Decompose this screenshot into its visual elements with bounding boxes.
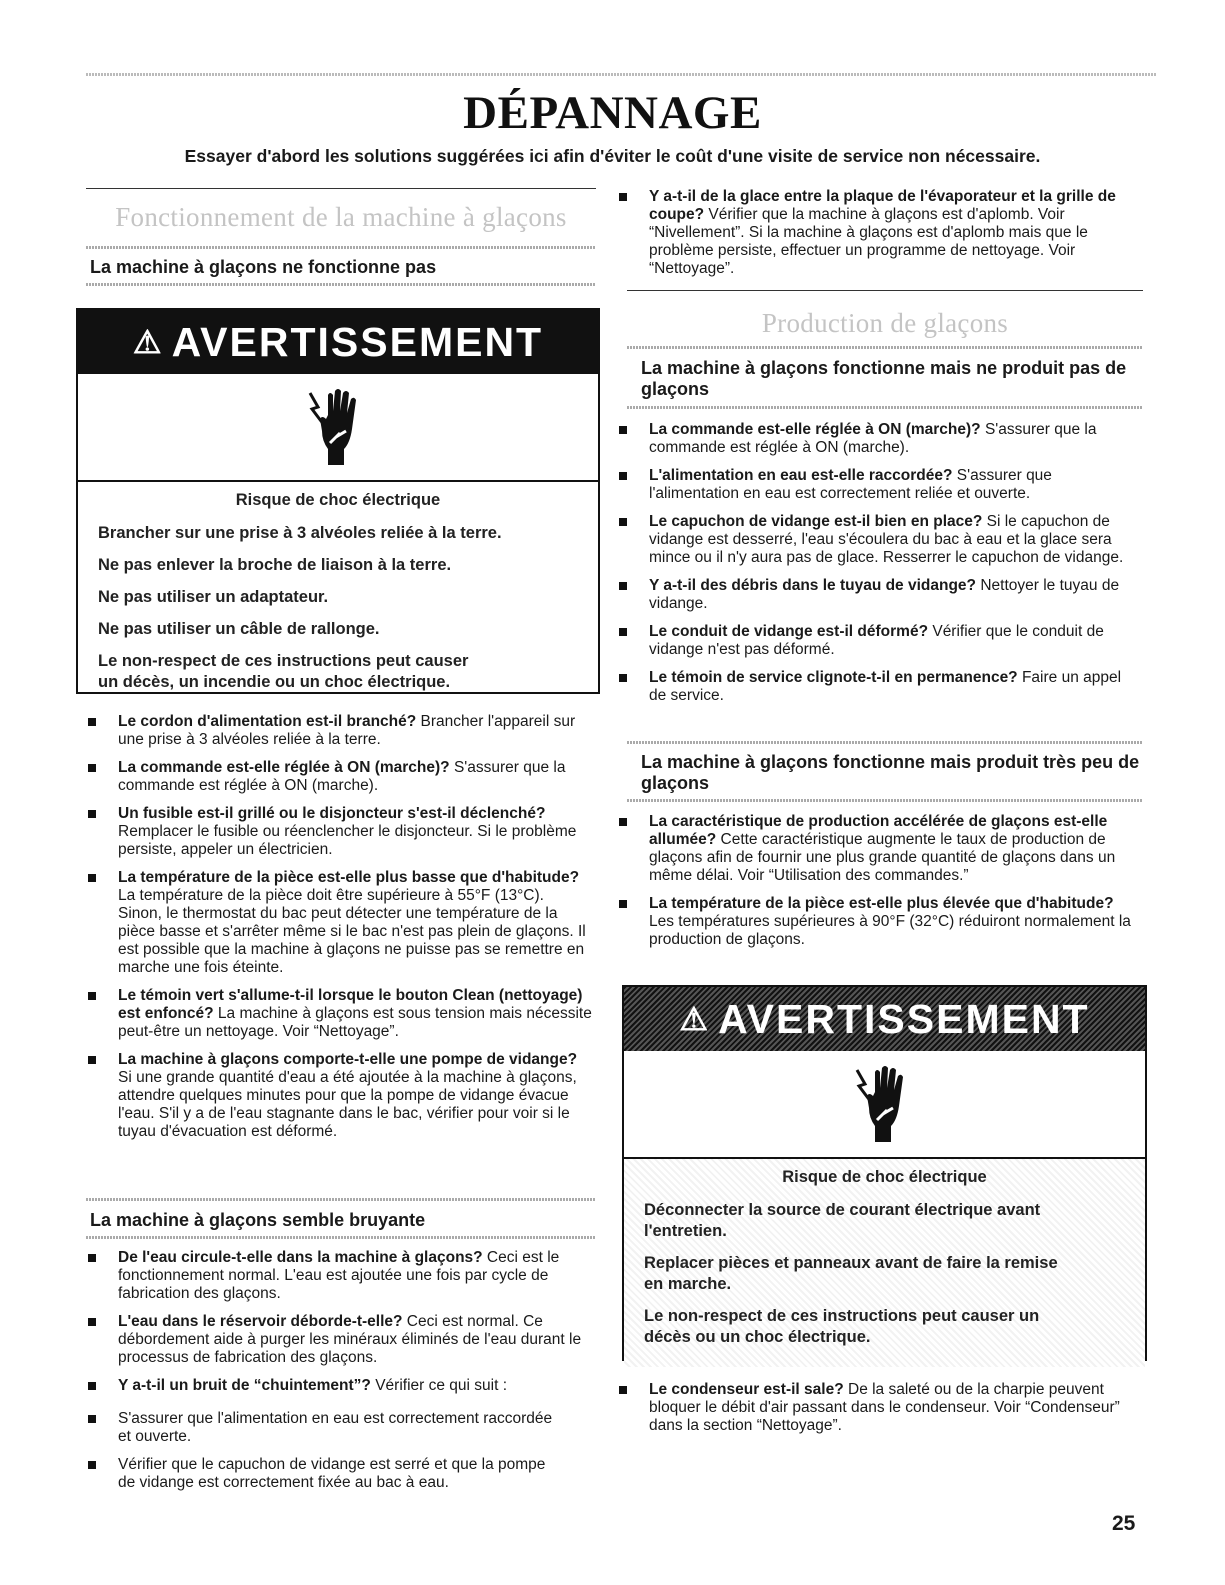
bullet-square-icon [88, 1382, 96, 1390]
bullet-square-icon [619, 582, 627, 590]
answer: Ceci est le fonctionnement normal. L'eau est ajoutée une fois par cycle de fabrication des glaçons. [118, 1249, 560, 1302]
section-divider [86, 188, 596, 189]
warning-line: Ne pas utiliser un adaptateur. [98, 588, 329, 606]
bullet-square-icon [619, 472, 627, 480]
question: Le condenseur est-il sale? [649, 1381, 844, 1398]
sub-item-text: Vérifier que le capuchon de vidange est serré et que la pompe de vidange est correctement fixée au bac à eau. [118, 1456, 546, 1491]
bullet-square-icon [88, 874, 96, 882]
answer: Brancher l'appareil sur une prise à 3 alvéoles reliée à la terre. [118, 713, 576, 748]
question: Le témoin vert s'allume-t-il lorsque le bouton Clean (nettoyage) est enfoncé? [118, 987, 583, 1022]
list-item [86, 759, 592, 795]
section-divider [627, 290, 1143, 291]
top-rule [86, 73, 1156, 76]
answer: Nettoyer le tuyau de vidange. [649, 577, 1120, 612]
bullet-square-icon [619, 900, 627, 908]
answer: S'assurer que la commande est réglée à ON (marche). [118, 759, 566, 794]
bullet-square-icon [88, 764, 96, 772]
intro-text: Essayer d'abord les solutions suggérées ici afin d'éviter le coût d'une visite de service non nécessaire. [184, 146, 1041, 166]
electric-shock-hand-icon [78, 374, 598, 482]
list-item [86, 1249, 592, 1303]
bullet-square-icon [619, 818, 627, 826]
bullet-square-icon [88, 1318, 96, 1326]
section-title-ice-production: Production de glaçons [761, 308, 1009, 338]
bullet-square-icon [88, 1254, 96, 1262]
list-item [617, 669, 1142, 705]
bullet-square-icon [619, 426, 627, 434]
warning-line: Replacer pièces et panneaux avant de faire la remise en marche. [644, 1254, 1058, 1293]
warning-triangle-icon: ⚠ [679, 1001, 711, 1037]
question: L'alimentation en eau est-elle raccordée? [649, 467, 953, 484]
list-item [617, 421, 1142, 457]
answer: Les températures supérieures à 90°F (32°C) réduiront normalement la production de glaçons. [649, 913, 1131, 948]
dotted-rule [627, 406, 1143, 409]
warning-line: Ne pas utiliser un câble de rallonge. [98, 620, 380, 638]
page-title: DÉPANNAGE [463, 87, 762, 139]
question: L'eau dans le réservoir déborde-t-elle? [118, 1313, 403, 1330]
bullet-square-icon [619, 674, 627, 682]
warning-text [624, 1159, 1145, 1367]
answer: Cette caractéristique augmente le taux de production de glaçons afin de fournir une plus grande quantité de glaçons dans un même délai. Voir “Utilisation des commandes.” [649, 831, 1116, 884]
question: La température de la pièce est-elle plus basse que d'habitude? [118, 869, 580, 886]
subheading-no-ice: La machine à glaçons fonctionne mais ne produit pas de glaçons [641, 358, 1127, 399]
list-item [86, 713, 592, 749]
bullet-square-icon [88, 1415, 96, 1423]
question: Le capuchon de vidange est-il bien en place? [649, 513, 983, 530]
list-item [86, 1410, 556, 1446]
bullet-square-icon [88, 718, 96, 726]
subheading-noisy: La machine à glaçons semble bruyante [90, 1210, 426, 1230]
answer: Remplacer le fusible ou réenclencher le disjoncteur. Si le problème persiste, appeler un électricien. [118, 823, 577, 858]
subheading-little-ice: La machine à glaçons fonctionne mais produit très peu de glaçons [641, 752, 1140, 793]
sub-item-text: S'assurer que l'alimentation en eau est correctement raccordée et ouverte. [118, 1410, 553, 1445]
warning-line: Risque de choc électrique [782, 1168, 987, 1186]
warning-line: Brancher sur une prise à 3 alvéoles reliée à la terre. [98, 524, 502, 542]
question: Y a-t-il des débris dans le tuyau de vidange? [649, 577, 977, 594]
electric-shock-hand-icon [624, 1051, 1145, 1159]
list-item [86, 1377, 592, 1395]
warning-triangle-icon: ⚠ [132, 324, 164, 360]
warning-banner [78, 310, 598, 374]
warning-line: un décès, un incendie ou un choc électrique. [98, 673, 451, 691]
troubleshoot-list-not-working [86, 713, 592, 1151]
dotted-rule [86, 1198, 596, 1201]
list-item [86, 805, 592, 859]
warning-heading: AVERTISSEMENT [718, 995, 1090, 1042]
list-item [86, 869, 592, 977]
section-title-ice-maker-operation: Fonctionnement de la machine à glaçons [115, 202, 567, 232]
dotted-rule [86, 246, 596, 249]
bullet-square-icon [88, 1461, 96, 1469]
question: La commande est-elle réglée à ON (marche)? [118, 759, 450, 776]
list-item [617, 467, 1142, 503]
list-item [617, 895, 1142, 949]
question: De l'eau circule-t-elle dans la machine à glaçons? [118, 1249, 483, 1266]
answer: La machine à glaçons est sous tension mais nécessite peut-être un nettoyage. Voir “Nettoyage”. [118, 1005, 592, 1040]
question: Un fusible est-il grillé ou le disjoncteur s'est-il déclenché? [118, 805, 546, 822]
list-item [617, 813, 1142, 885]
troubleshoot-list-ice-between [617, 188, 1142, 288]
warning-heading: AVERTISSEMENT [171, 318, 544, 365]
warning-box-left [76, 308, 600, 694]
page-number: 25 [1112, 1512, 1136, 1535]
warning-line: Risque de choc électrique [235, 491, 441, 509]
question: Y a-t-il un bruit de “chuintement”? [118, 1377, 371, 1394]
answer: La température de la pièce doit être supérieure à 55°F (13°C). Sinon, le thermostat du bac peut détecter une température de la pièce basse et s'arrêter même si le bac n'est pas plein de glaçons. Il est possible que la machine à glaçons ne puisse pas se remettre en marche une fois éteinte. [118, 887, 586, 976]
answer: S'assurer que l'alimentation en eau est correctement reliée et ouverte. [649, 467, 1052, 502]
answer: Si le capuchon de vidange est desserré, l'eau s'écoulera du bac à eau et la glace sera mince ou il n'y aura pas de glace. Resserrer le capuchon de vidange. [649, 513, 1124, 566]
bullet-square-icon [619, 193, 627, 201]
bullet-square-icon [619, 1386, 627, 1394]
list-item [86, 1051, 592, 1141]
question: La machine à glaçons comporte-t-elle une pompe de vidange? [118, 1051, 578, 1068]
dotted-rule [86, 1236, 596, 1239]
answer: Faire un appel de service. [649, 669, 1122, 704]
troubleshoot-list-condenser [617, 1381, 1142, 1445]
dotted-rule [627, 346, 1143, 349]
list-item [617, 623, 1142, 659]
warning-box-right [622, 985, 1147, 1361]
answer: Vérifier ce qui suit : [370, 1377, 507, 1394]
question: La caractéristique de production accélérée de glaçons est-elle allumée? [649, 813, 1108, 848]
bullet-square-icon [88, 810, 96, 818]
question: La commande est-elle réglée à ON (marche)? [649, 421, 981, 438]
list-item [86, 987, 592, 1041]
warning-line: Déconnecter la source de courant électrique avant l'entretien. [644, 1201, 1041, 1240]
list-item [617, 513, 1142, 567]
bullet-square-icon [88, 1056, 96, 1064]
question: Le témoin de service clignote-t-il en permanence? [649, 669, 1018, 686]
dotted-rule [627, 741, 1143, 744]
warning-line: Le non-respect de ces instructions peut causer [98, 652, 469, 670]
answer: De la saleté ou de la charpie peuvent bloquer le débit d'air passant dans le condenseur. Voir “Condenseur” dans la section “Nettoyage”. [649, 1381, 1120, 1434]
subheading-not-working: La machine à glaçons ne fonctionne pas [90, 257, 437, 277]
bullet-square-icon [619, 628, 627, 636]
dotted-rule [86, 283, 596, 286]
answer: Vérifier que le conduit de vidange n'est pas déformé. [649, 623, 1104, 658]
question: Le conduit de vidange est-il déformé? [649, 623, 929, 640]
bullet-square-icon [88, 992, 96, 1000]
answer: Ceci est normal. Ce débordement aide à purger les minéraux éliminés de l'eau durant le processus de fabrication des glaçons. [118, 1313, 582, 1366]
warning-text [78, 482, 598, 712]
list-item [617, 1381, 1142, 1435]
warning-line: Ne pas enlever la broche de liaison à la terre. [98, 556, 452, 574]
list-item [86, 1456, 556, 1492]
troubleshoot-list-no-ice [617, 421, 1142, 715]
question: Y a-t-il de la glace entre la plaque de l'évaporateur et la grille de coupe? [649, 188, 1116, 223]
bullet-square-icon [619, 518, 627, 526]
warning-banner [624, 987, 1145, 1051]
answer: Si une grande quantité d'eau a été ajoutée à la machine à glaçons, attendre quelques minutes pour que la pompe de vidange évacue l'eau. S'il y a de l'eau stagnante dans le bac, vérifier pour voir si le tuyau d'évacuation est déformé. [118, 1069, 577, 1140]
answer: S'assurer que la commande est réglée à ON (marche). [649, 421, 1097, 456]
dotted-rule [627, 799, 1143, 802]
list-item [617, 188, 1142, 278]
question: Le cordon d'alimentation est-il branché? [118, 713, 417, 730]
answer: Vérifier que la machine à glaçons est d'aplomb. Voir “Nivellement”. Si la machine à glaçons est d'aplomb mais que le problème persiste, effectuer un programme de nettoyage. Voir “Nettoyage”. [649, 206, 1088, 277]
troubleshoot-list-noisy [86, 1249, 592, 1405]
question: La température de la pièce est-elle plus élevée que d'habitude? [649, 895, 1114, 912]
warning-line: Le non-respect de ces instructions peut causer un décès ou un choc électrique. [644, 1307, 1040, 1346]
list-item [617, 577, 1142, 613]
list-item [86, 1313, 592, 1367]
sub-list-hissing [86, 1410, 556, 1502]
troubleshoot-list-little-ice [617, 813, 1142, 959]
